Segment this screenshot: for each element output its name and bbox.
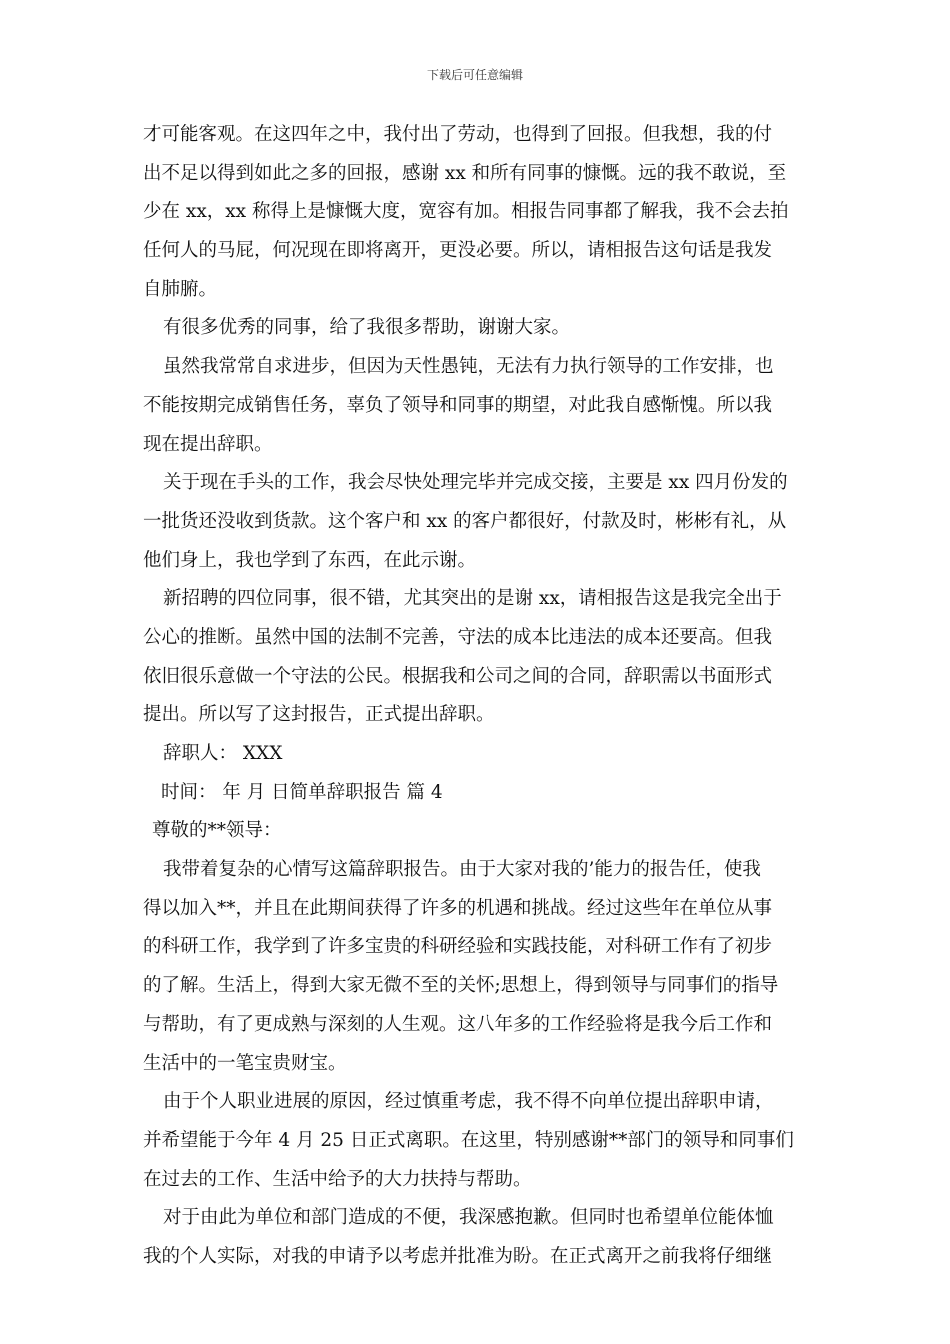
- text-line: 由于个人职业进展的原因，经过慎重考虑，我不得不向单位提出辞职申请，: [163, 1091, 774, 1113]
- text-line: 不能按期完成销售任务，辜负了领导和同事的期望，对此我自感惭愧。所以我: [143, 394, 773, 416]
- date-line: 时间： 年 月 日简单辞职报告 篇 4: [161, 781, 443, 803]
- text-line: 有很多优秀的同事，给了我很多帮助，谢谢大家。: [163, 317, 571, 339]
- text-line: 新招聘的四位同事，很不错，尤其突出的是谢 xx，请相报告这是我完全出于: [163, 588, 782, 610]
- text-line: 自肺腑。: [143, 278, 218, 300]
- signature-line: 辞职人： XXX: [163, 743, 283, 764]
- text-line: 依旧很乐意做一个守法的公民。根据我和公司之间的合同，辞职需以书面形式: [143, 665, 773, 687]
- text-line: 在过去的工作、生活中给予的大力扶持与帮助。: [143, 1168, 532, 1190]
- page-header: 下载后可任意编辑: [426, 68, 523, 82]
- text-line: 现在提出辞职。: [143, 433, 273, 455]
- text-line: 才可能客观。在这四年之中，我付出了劳动，也得到了回报。但我想，我的付: [143, 124, 773, 145]
- text-line: 虽然我常常自求进步，但因为天性愚钝，无法有力执行领导的工作安排，也: [163, 356, 774, 378]
- text-line: 我的个人实际，对我的申请予以考虑并批准为盼。在正式离开之前我将仔细继: [143, 1245, 773, 1267]
- text-line: 少在 xx，xx 称得上是慷慨大度，宽容有加。相报告同事都了解我，我不会去拍: [143, 201, 789, 223]
- text-line: 任何人的马屁，何况现在即将离开，更没必要。所以，请相报告这句话是我发: [143, 240, 773, 262]
- text-line: 提出。所以写了这封报告，正式提出辞职。: [143, 704, 495, 726]
- text-line: 并希望能于今年 4 月 25 日正式离职。在这里，特别感谢**部门的领导和同事们: [143, 1129, 794, 1151]
- salutation-line: 尊敬的**领导：: [152, 820, 282, 842]
- text-line: 我带着复杂的心情写这篇辞职报告。由于大家对我的’能力的报告任，使我: [163, 859, 761, 881]
- text-line: 生活中的一笔宝贵财宝。: [143, 1052, 347, 1074]
- text-line: 一批货还没收到货款。这个客户和 xx 的客户都很好，付款及时，彬彬有礼，从: [143, 510, 787, 532]
- text-line: 得以加入**，并且在此期间获得了许多的机遇和挑战。经过这些年在单位从事: [143, 897, 773, 919]
- text-line: 与帮助，有了更成熟与深刻的人生观。这八年多的工作经验将是我今后工作和: [143, 1013, 773, 1035]
- text-line: 他们身上，我也学到了东西，在此示谢。: [143, 549, 477, 571]
- text-line: 公心的推断。虽然中国的法制不完善，守法的成本比违法的成本还要高。但我: [143, 626, 773, 648]
- text-line: 的科研工作，我学到了许多宝贵的科研经验和实践技能，对科研工作有了初步: [143, 936, 773, 958]
- text-line: 关于现在手头的工作，我会尽快处理完毕并完成交接，主要是 xx 四月份发的: [163, 472, 788, 494]
- text-line: 的了解。生活上，得到大家无微不至的关怀;思想上，得到领导与同事们的指导: [143, 975, 779, 997]
- document-body: [143, 116, 807, 1277]
- text-line: 对于由此为单位和部门造成的不便，我深感抱歉。但同时也希望单位能体恤: [163, 1207, 774, 1229]
- text-line: 出不足以得到如此之多的回报，感谢 xx 和所有同事的慷慨。远的我不敢说，至: [143, 162, 787, 184]
